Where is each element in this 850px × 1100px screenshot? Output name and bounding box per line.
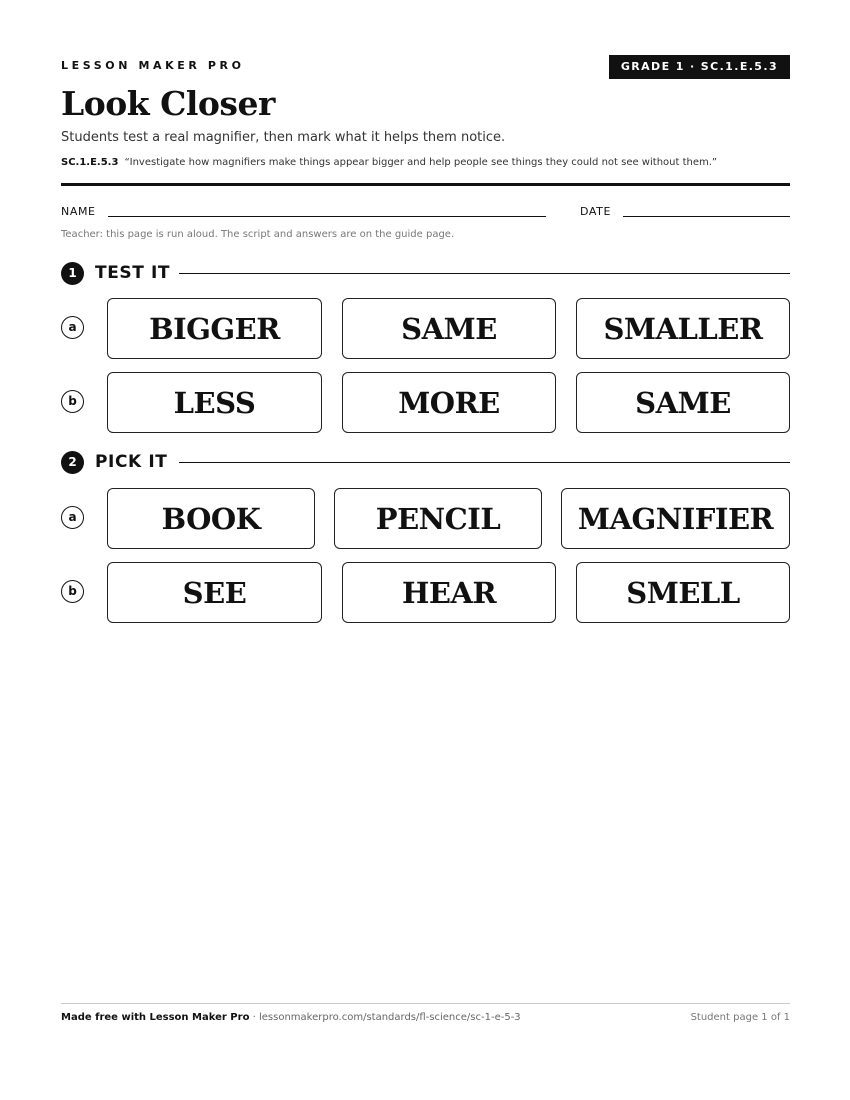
question-letter-badge: b — [61, 580, 84, 603]
page-title: Look Closer — [61, 84, 275, 123]
choice-same[interactable]: SAME — [342, 298, 556, 359]
choice-smell[interactable]: SMELL — [576, 562, 790, 623]
choice-see[interactable]: SEE — [107, 562, 322, 623]
name-field[interactable] — [108, 216, 546, 217]
header-divider — [61, 183, 790, 186]
standard-text: “Investigate how magnifiers make things appear bigger and help people see things they could not see without them.” — [124, 157, 718, 168]
choice-magnifier[interactable]: MAGNIFIER — [561, 488, 790, 549]
name-label: NAME — [61, 205, 96, 218]
footer-credit — [61, 1012, 521, 1023]
question-row — [61, 562, 790, 624]
question-row — [61, 372, 790, 434]
footer-separator: · — [249, 1012, 259, 1023]
section-pick-it — [61, 450, 790, 474]
choice-less[interactable]: LESS — [107, 372, 322, 433]
question-letter-badge: a — [61, 506, 84, 529]
standard-statement — [61, 157, 717, 168]
worksheet-page — [61, 0, 790, 1100]
question-row — [61, 298, 790, 360]
question-row — [61, 488, 790, 550]
choice-smaller[interactable]: SMALLER — [576, 298, 790, 359]
date-label: DATE — [580, 205, 612, 218]
footer-made-with: Made free with Lesson Maker Pro — [61, 1012, 250, 1023]
section-divider — [179, 462, 790, 463]
choice-book[interactable]: BOOK — [107, 488, 315, 549]
section-title: TEST IT — [95, 262, 178, 284]
choice-same[interactable]: SAME — [576, 372, 790, 433]
teacher-note: Teacher: this page is run aloud. The script and answers are on the guide page. — [61, 229, 455, 240]
choice-more[interactable]: MORE — [342, 372, 556, 433]
date-field[interactable] — [623, 216, 790, 217]
section-title: PICK IT — [95, 451, 175, 473]
choice-pencil[interactable]: PENCIL — [334, 488, 542, 549]
section-number-badge: 2 — [61, 451, 84, 474]
footer-url-link[interactable]: lessonmakerpro.com/standards/fl-science/sc-1-e-5-3 — [258, 1012, 521, 1023]
page-subtitle: Students test a real magnifier, then mark what it helps them notice. — [61, 130, 506, 145]
footer-divider — [61, 1003, 790, 1004]
choice-hear[interactable]: HEAR — [342, 562, 556, 623]
footer-page-label: Student page 1 of 1 — [690, 1012, 790, 1023]
section-divider — [179, 273, 790, 274]
standard-code: SC.1.E.5.3 — [61, 157, 119, 168]
grade-badge: GRADE 1 · SC.1.E.5.3 — [609, 55, 790, 79]
question-letter-badge: b — [61, 390, 84, 413]
section-test-it — [61, 261, 790, 285]
brand-name: LESSON MAKER PRO — [61, 59, 245, 72]
question-letter-badge: a — [61, 316, 84, 339]
section-number-badge: 1 — [61, 262, 84, 285]
choice-bigger[interactable]: BIGGER — [107, 298, 322, 359]
page-header — [61, 55, 790, 79]
